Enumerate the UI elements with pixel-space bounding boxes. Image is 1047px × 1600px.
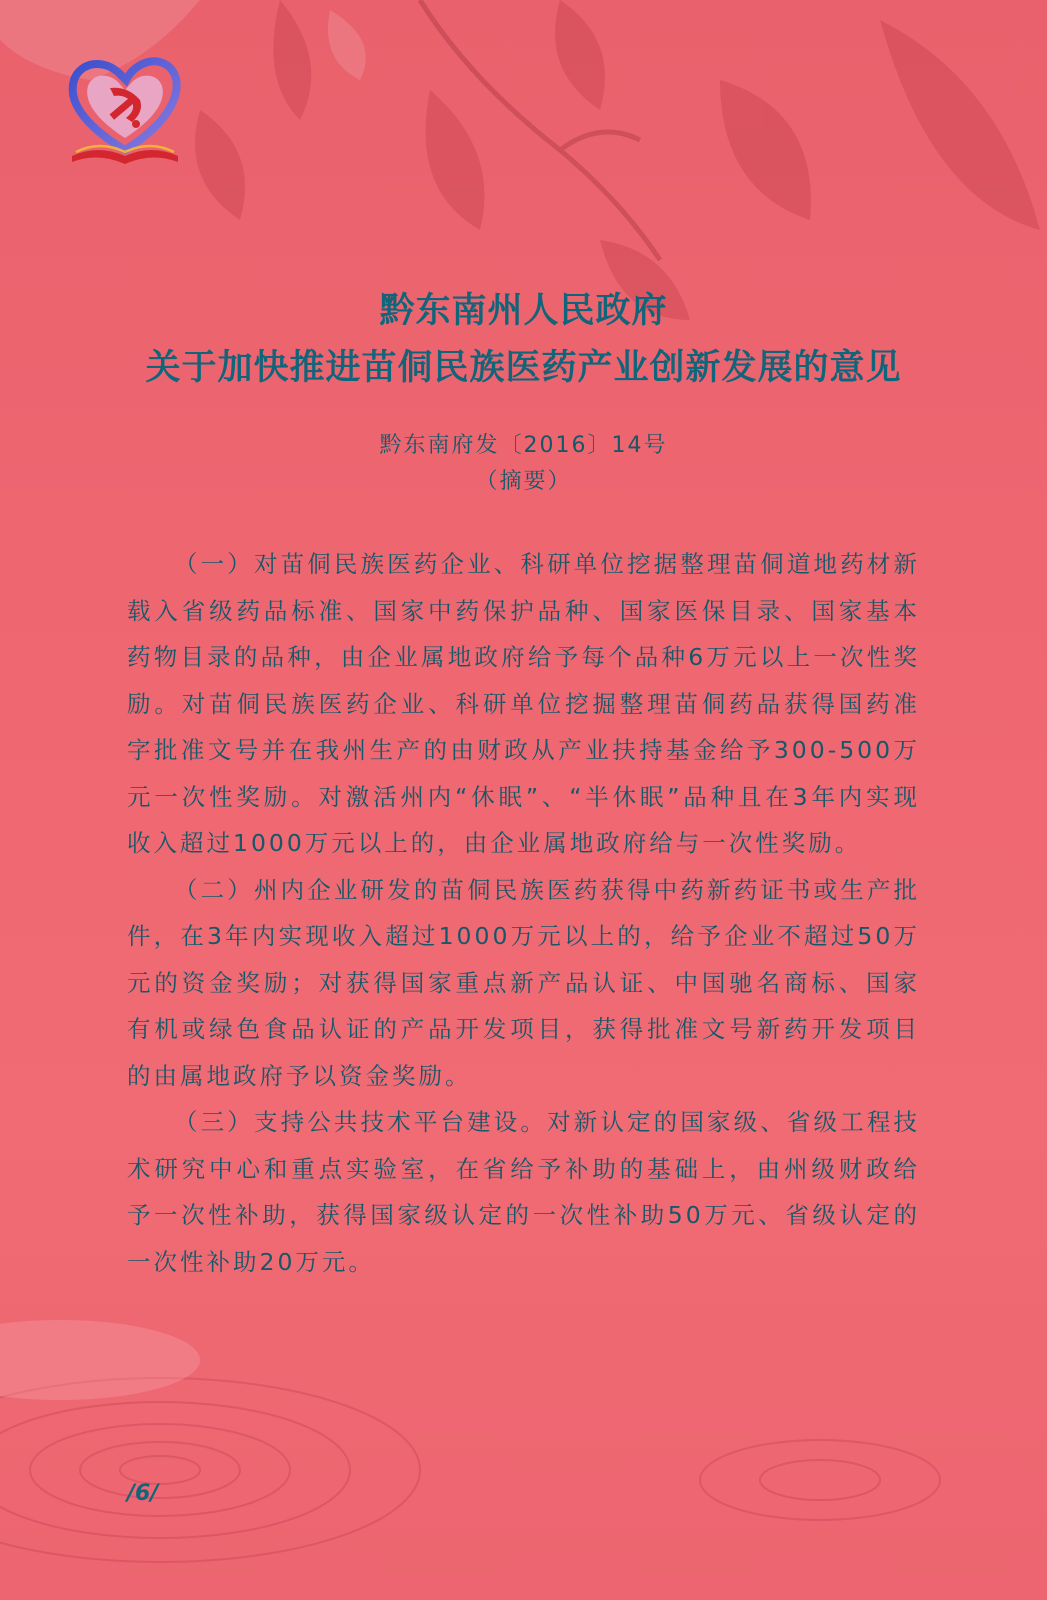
document-title bbox=[0, 282, 1047, 396]
paragraph-3: （三）支持公共技术平台建设。对新认定的国家级、省级工程技术研究中心和重点实验室，在省给予补助的基础上，由州级财政给予一次性补助，获得国家级认定的一次性补助50万元、省级认定的一次性补助20万元。 bbox=[127, 1108, 920, 1276]
paragraph-2: （二）州内企业研发的苗侗民族医药获得中药新药证书或生产批件，在3年内实现收入超过1000万元以上的，给予企业不超过50万元的资金奖励；对获得国家重点新产品认证、中国驰名商标、国家有机或绿色食品认证的产品开发项目，获得批准文号新药开发项目的由属地政府予以资金奖励。 bbox=[127, 875, 920, 1090]
abstract-label: （摘要） bbox=[475, 469, 572, 494]
page-number: /6/ bbox=[127, 1481, 159, 1506]
paragraph-1: （一）对苗侗民族医药企业、科研单位挖据整理苗侗道地药材新载入省级药品标准、国家中药保护品种、国家医保目录、国家基本药物目录的品种，由企业属地政府给予每个品种6万元以上一次性奖励。对苗侗民族医药企业、科研单位挖掘整理苗侗药品获得国药准字批准文号并在我州生产的由财政从产业扶持基金给予300-500万元一次性奖励。对激活州内“休眠”、“半休眠”品种且在3年内实现收入超过1000万元以上的，由企业属地政府给与一次性奖励。 bbox=[127, 550, 920, 857]
title-line-2: 关于加快推进苗侗民族医药产业创新发展的意见 bbox=[145, 347, 902, 388]
document-number: 黔东南府发〔2016〕14号 bbox=[379, 433, 668, 458]
document-number-block bbox=[0, 428, 1047, 500]
title-line-1: 黔东南州人民政府 bbox=[379, 290, 668, 331]
party-heart-book-logo bbox=[62, 52, 188, 174]
document-body bbox=[127, 541, 920, 1285]
